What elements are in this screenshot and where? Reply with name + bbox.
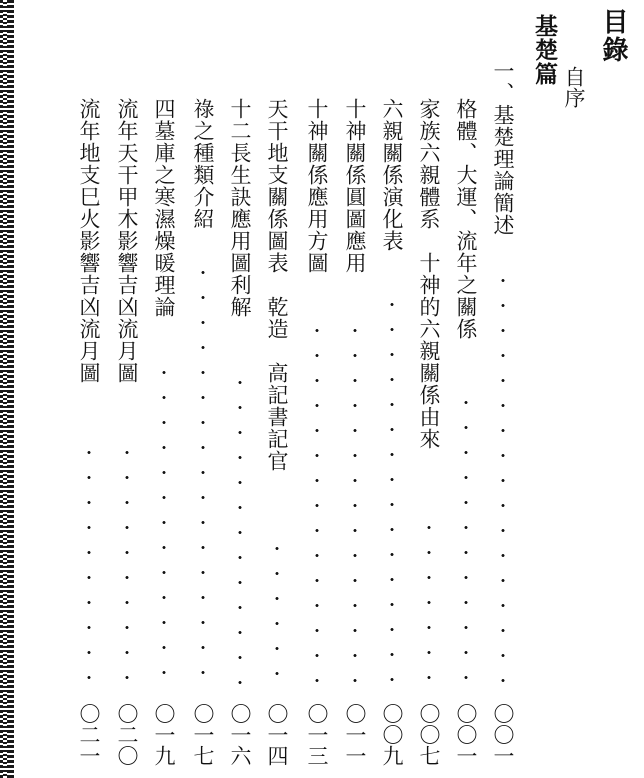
- toc-entry-label: 十二長生訣應用圖利解: [228, 98, 252, 318]
- toc-entry[interactable]: [416, 60, 442, 766]
- toc-entry-page: 〇一九: [152, 703, 176, 766]
- binding-edge: [0, 0, 14, 778]
- toc-entry-page: 〇一四: [265, 703, 289, 766]
- dot-leader: [501, 268, 505, 688]
- toc-entry-label: 天干地支關係圖表 乾造 高記書記官: [265, 98, 289, 472]
- dot-leader: [427, 515, 431, 688]
- toc-entry-label: 家族六親體系 十神的六親關係由來: [417, 98, 441, 450]
- toc-entry-label: 祿之種類介紹: [191, 98, 215, 230]
- toc-entry[interactable]: [114, 60, 140, 766]
- dot-leader: [125, 440, 129, 688]
- toc-entry-page: 〇〇一: [454, 703, 478, 766]
- toc-entry-label: 流年天干甲木影響吉凶流月圖: [115, 98, 139, 384]
- dot-leader: [162, 360, 166, 688]
- dot-leader: [464, 390, 468, 688]
- toc-entry-page: 〇〇九: [380, 703, 404, 766]
- toc-entry-label: 六親關係演化表: [380, 98, 404, 252]
- toc-entry-label: 十神關係應用方圖: [305, 98, 329, 274]
- toc-title: 目錄: [598, 8, 628, 64]
- toc-entry-page: 〇一七: [191, 703, 215, 766]
- toc-entry-page: 〇〇七: [417, 703, 441, 766]
- toc-entry-label: 十神關係圓圖應用: [343, 98, 367, 274]
- dot-leader: [201, 260, 205, 688]
- toc-entry[interactable]: [227, 60, 253, 766]
- toc-entry[interactable]: [342, 60, 368, 766]
- preface-entry[interactable]: 自序: [562, 66, 586, 108]
- toc-entry-label: 一、基楚理論簡述: [491, 60, 515, 236]
- toc-entry[interactable]: [453, 60, 479, 766]
- toc-entry-page: 〇一一: [343, 703, 367, 766]
- toc-entry-page: 〇一三: [305, 703, 329, 766]
- toc-entry[interactable]: [490, 60, 516, 766]
- dot-leader: [275, 536, 279, 688]
- toc-entry[interactable]: [379, 60, 405, 766]
- toc-entry[interactable]: [304, 60, 330, 766]
- dot-leader: [353, 318, 357, 688]
- toc-entry-page: 〇〇一: [491, 703, 515, 766]
- toc-entry-page: 〇二一: [77, 703, 101, 766]
- dot-leader: [315, 318, 319, 688]
- toc-entry-label: 四墓庫之寒濕燥暖理論: [152, 98, 176, 318]
- toc-entry-label: 流年地支巳火影響吉凶流月圖: [77, 98, 101, 384]
- toc-entry[interactable]: [264, 60, 290, 766]
- toc-entry-page: 〇二〇: [115, 703, 139, 766]
- toc-entry[interactable]: [76, 60, 102, 766]
- dot-leader: [238, 370, 242, 688]
- part-title: 基楚篇: [531, 14, 558, 86]
- toc-entry-label: 格體、大運、流年之關係: [454, 98, 478, 340]
- toc-entry[interactable]: [151, 60, 177, 766]
- dot-leader: [87, 440, 91, 688]
- toc-entry[interactable]: [190, 60, 216, 766]
- dot-leader: [390, 292, 394, 688]
- toc-entry-page: 〇一六: [228, 703, 252, 766]
